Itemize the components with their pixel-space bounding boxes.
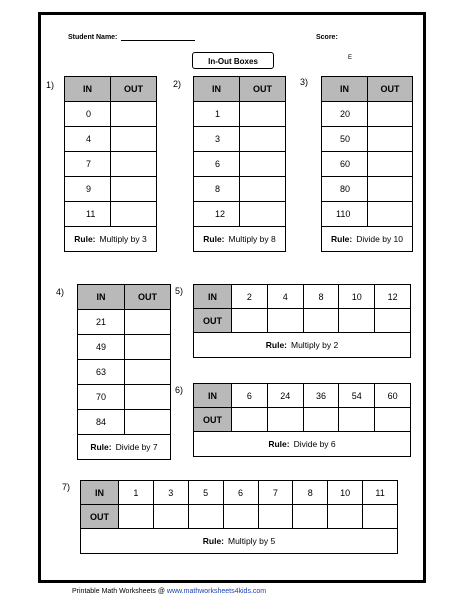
out-cell[interactable] [232, 408, 268, 432]
in-out-table-4 [77, 284, 171, 460]
in-cell: 110 [322, 202, 368, 227]
out-cell[interactable] [240, 152, 286, 177]
out-cell[interactable] [368, 152, 413, 177]
in-cell: 84 [78, 410, 125, 435]
out-cell[interactable] [111, 127, 157, 152]
rule-cell [194, 333, 411, 358]
in-cell: 11 [363, 481, 398, 505]
in-cell: 80 [322, 177, 368, 202]
in-cell: 36 [303, 384, 339, 408]
rule-label: Rule: [90, 442, 112, 452]
in-cell: 1 [119, 481, 154, 505]
in-cell: 8 [293, 481, 328, 505]
out-header: OUT [81, 505, 119, 529]
out-cell[interactable] [339, 309, 375, 333]
in-cell: 6 [223, 481, 258, 505]
in-cell: 3 [194, 127, 240, 152]
in-cell: 8 [303, 285, 339, 309]
in-header: IN [78, 285, 125, 310]
in-cell: 3 [153, 481, 188, 505]
rule-label: Rule: [203, 234, 225, 244]
in-cell: 6 [232, 384, 268, 408]
in-cell: 11 [65, 202, 111, 227]
out-cell[interactable] [240, 127, 286, 152]
in-cell: 10 [328, 481, 363, 505]
out-cell[interactable] [223, 505, 258, 529]
out-cell[interactable] [267, 408, 303, 432]
out-cell[interactable] [119, 505, 154, 529]
in-cell: 8 [194, 177, 240, 202]
out-cell[interactable] [232, 309, 268, 333]
out-cell[interactable] [303, 408, 339, 432]
rule-cell [194, 432, 411, 457]
in-cell: 63 [78, 360, 125, 385]
in-cell: 21 [78, 310, 125, 335]
student-name-line [121, 34, 195, 41]
in-cell: 10 [339, 285, 375, 309]
in-cell: 5 [188, 481, 223, 505]
in-header: IN [65, 77, 111, 102]
in-header: IN [194, 77, 240, 102]
in-out-table-2 [193, 76, 286, 252]
out-cell[interactable] [293, 505, 328, 529]
in-cell: 12 [194, 202, 240, 227]
student-name-row [68, 34, 195, 41]
out-cell[interactable] [375, 408, 411, 432]
in-cell: 50 [322, 127, 368, 152]
problem-number-7: 7) [62, 482, 71, 492]
in-cell: 4 [267, 285, 303, 309]
problem-number-4: 4) [56, 287, 65, 297]
out-header: OUT [194, 309, 232, 333]
in-cell: 12 [375, 285, 411, 309]
stray-mark: E [348, 55, 353, 61]
in-cell: 0 [65, 102, 111, 127]
out-cell[interactable] [111, 177, 157, 202]
in-cell: 2 [232, 285, 268, 309]
out-cell[interactable] [240, 177, 286, 202]
out-cell[interactable] [111, 102, 157, 127]
footer-text: Printable Math Worksheets @ [72, 588, 165, 595]
rule-text: Divide by 10 [356, 234, 404, 244]
problem-number-5: 5) [175, 286, 184, 296]
in-cell: 9 [65, 177, 111, 202]
rule-label: Rule: [330, 234, 353, 244]
in-cell: 7 [65, 152, 111, 177]
in-cell: 54 [339, 384, 375, 408]
student-name-label: Student Name: [68, 34, 118, 41]
rule-text: Multiply by 5 [228, 536, 276, 546]
in-cell: 60 [322, 152, 368, 177]
out-cell[interactable] [258, 505, 293, 529]
rule-cell [81, 529, 398, 554]
in-header: IN [194, 384, 232, 408]
problem-number-2: 2) [173, 79, 182, 89]
in-cell: 49 [78, 335, 125, 360]
out-header: OUT [111, 77, 157, 102]
in-out-table-6 [193, 383, 411, 457]
in-cell: 7 [258, 481, 293, 505]
out-cell[interactable] [153, 505, 188, 529]
out-header: OUT [368, 77, 413, 102]
rule-label: Rule: [202, 536, 224, 546]
out-cell[interactable] [240, 202, 286, 227]
rule-label: Rule: [268, 439, 290, 449]
in-cell: 4 [65, 127, 111, 152]
out-cell[interactable] [125, 360, 171, 385]
rule-cell [194, 227, 286, 252]
out-cell[interactable] [368, 127, 413, 152]
out-cell[interactable] [188, 505, 223, 529]
worksheet-title: In-Out Boxes [192, 52, 274, 69]
rule-cell [78, 435, 171, 460]
problem-number-6: 6) [175, 385, 184, 395]
out-cell[interactable] [363, 505, 398, 529]
out-cell[interactable] [328, 505, 363, 529]
out-cell[interactable] [125, 310, 171, 335]
footer-link[interactable]: www.mathworksheets4kids.com [166, 588, 267, 595]
rule-text: Multiply by 8 [228, 234, 276, 244]
out-cell[interactable] [111, 152, 157, 177]
in-out-table-3 [321, 76, 413, 252]
rule-text: Multiply by 3 [99, 234, 147, 244]
in-out-table-1 [64, 76, 157, 252]
out-cell[interactable] [339, 408, 375, 432]
out-header: OUT [125, 285, 171, 310]
in-header: IN [81, 481, 119, 505]
out-cell[interactable] [368, 202, 413, 227]
in-out-table-5 [193, 284, 411, 358]
out-header: OUT [240, 77, 286, 102]
out-cell[interactable] [125, 385, 171, 410]
out-cell[interactable] [267, 309, 303, 333]
footer [72, 588, 266, 595]
out-cell[interactable] [111, 202, 157, 227]
out-cell[interactable] [368, 177, 413, 202]
out-cell[interactable] [125, 335, 171, 360]
in-cell: 60 [375, 384, 411, 408]
in-header: IN [194, 285, 232, 309]
in-cell: 24 [267, 384, 303, 408]
out-cell[interactable] [240, 102, 286, 127]
in-cell: 6 [194, 152, 240, 177]
in-cell: 20 [322, 102, 368, 127]
problem-number-1: 1) [46, 80, 55, 90]
rule-label: Rule: [74, 234, 96, 244]
in-out-table-7 [80, 480, 398, 554]
out-cell[interactable] [368, 102, 413, 127]
rule-text: Divide by 6 [293, 439, 336, 449]
out-cell[interactable] [375, 309, 411, 333]
rule-cell [322, 227, 413, 252]
in-header: IN [322, 77, 368, 102]
rule-cell [65, 227, 157, 252]
rule-text: Divide by 7 [115, 442, 158, 452]
problem-number-3: 3) [300, 77, 309, 87]
in-cell: 70 [78, 385, 125, 410]
rule-text: Multiply by 2 [291, 340, 339, 350]
out-cell[interactable] [303, 309, 339, 333]
in-cell: 1 [194, 102, 240, 127]
out-cell[interactable] [125, 410, 171, 435]
out-header: OUT [194, 408, 232, 432]
rule-label: Rule: [265, 340, 287, 350]
score-label: Score: [316, 34, 338, 41]
